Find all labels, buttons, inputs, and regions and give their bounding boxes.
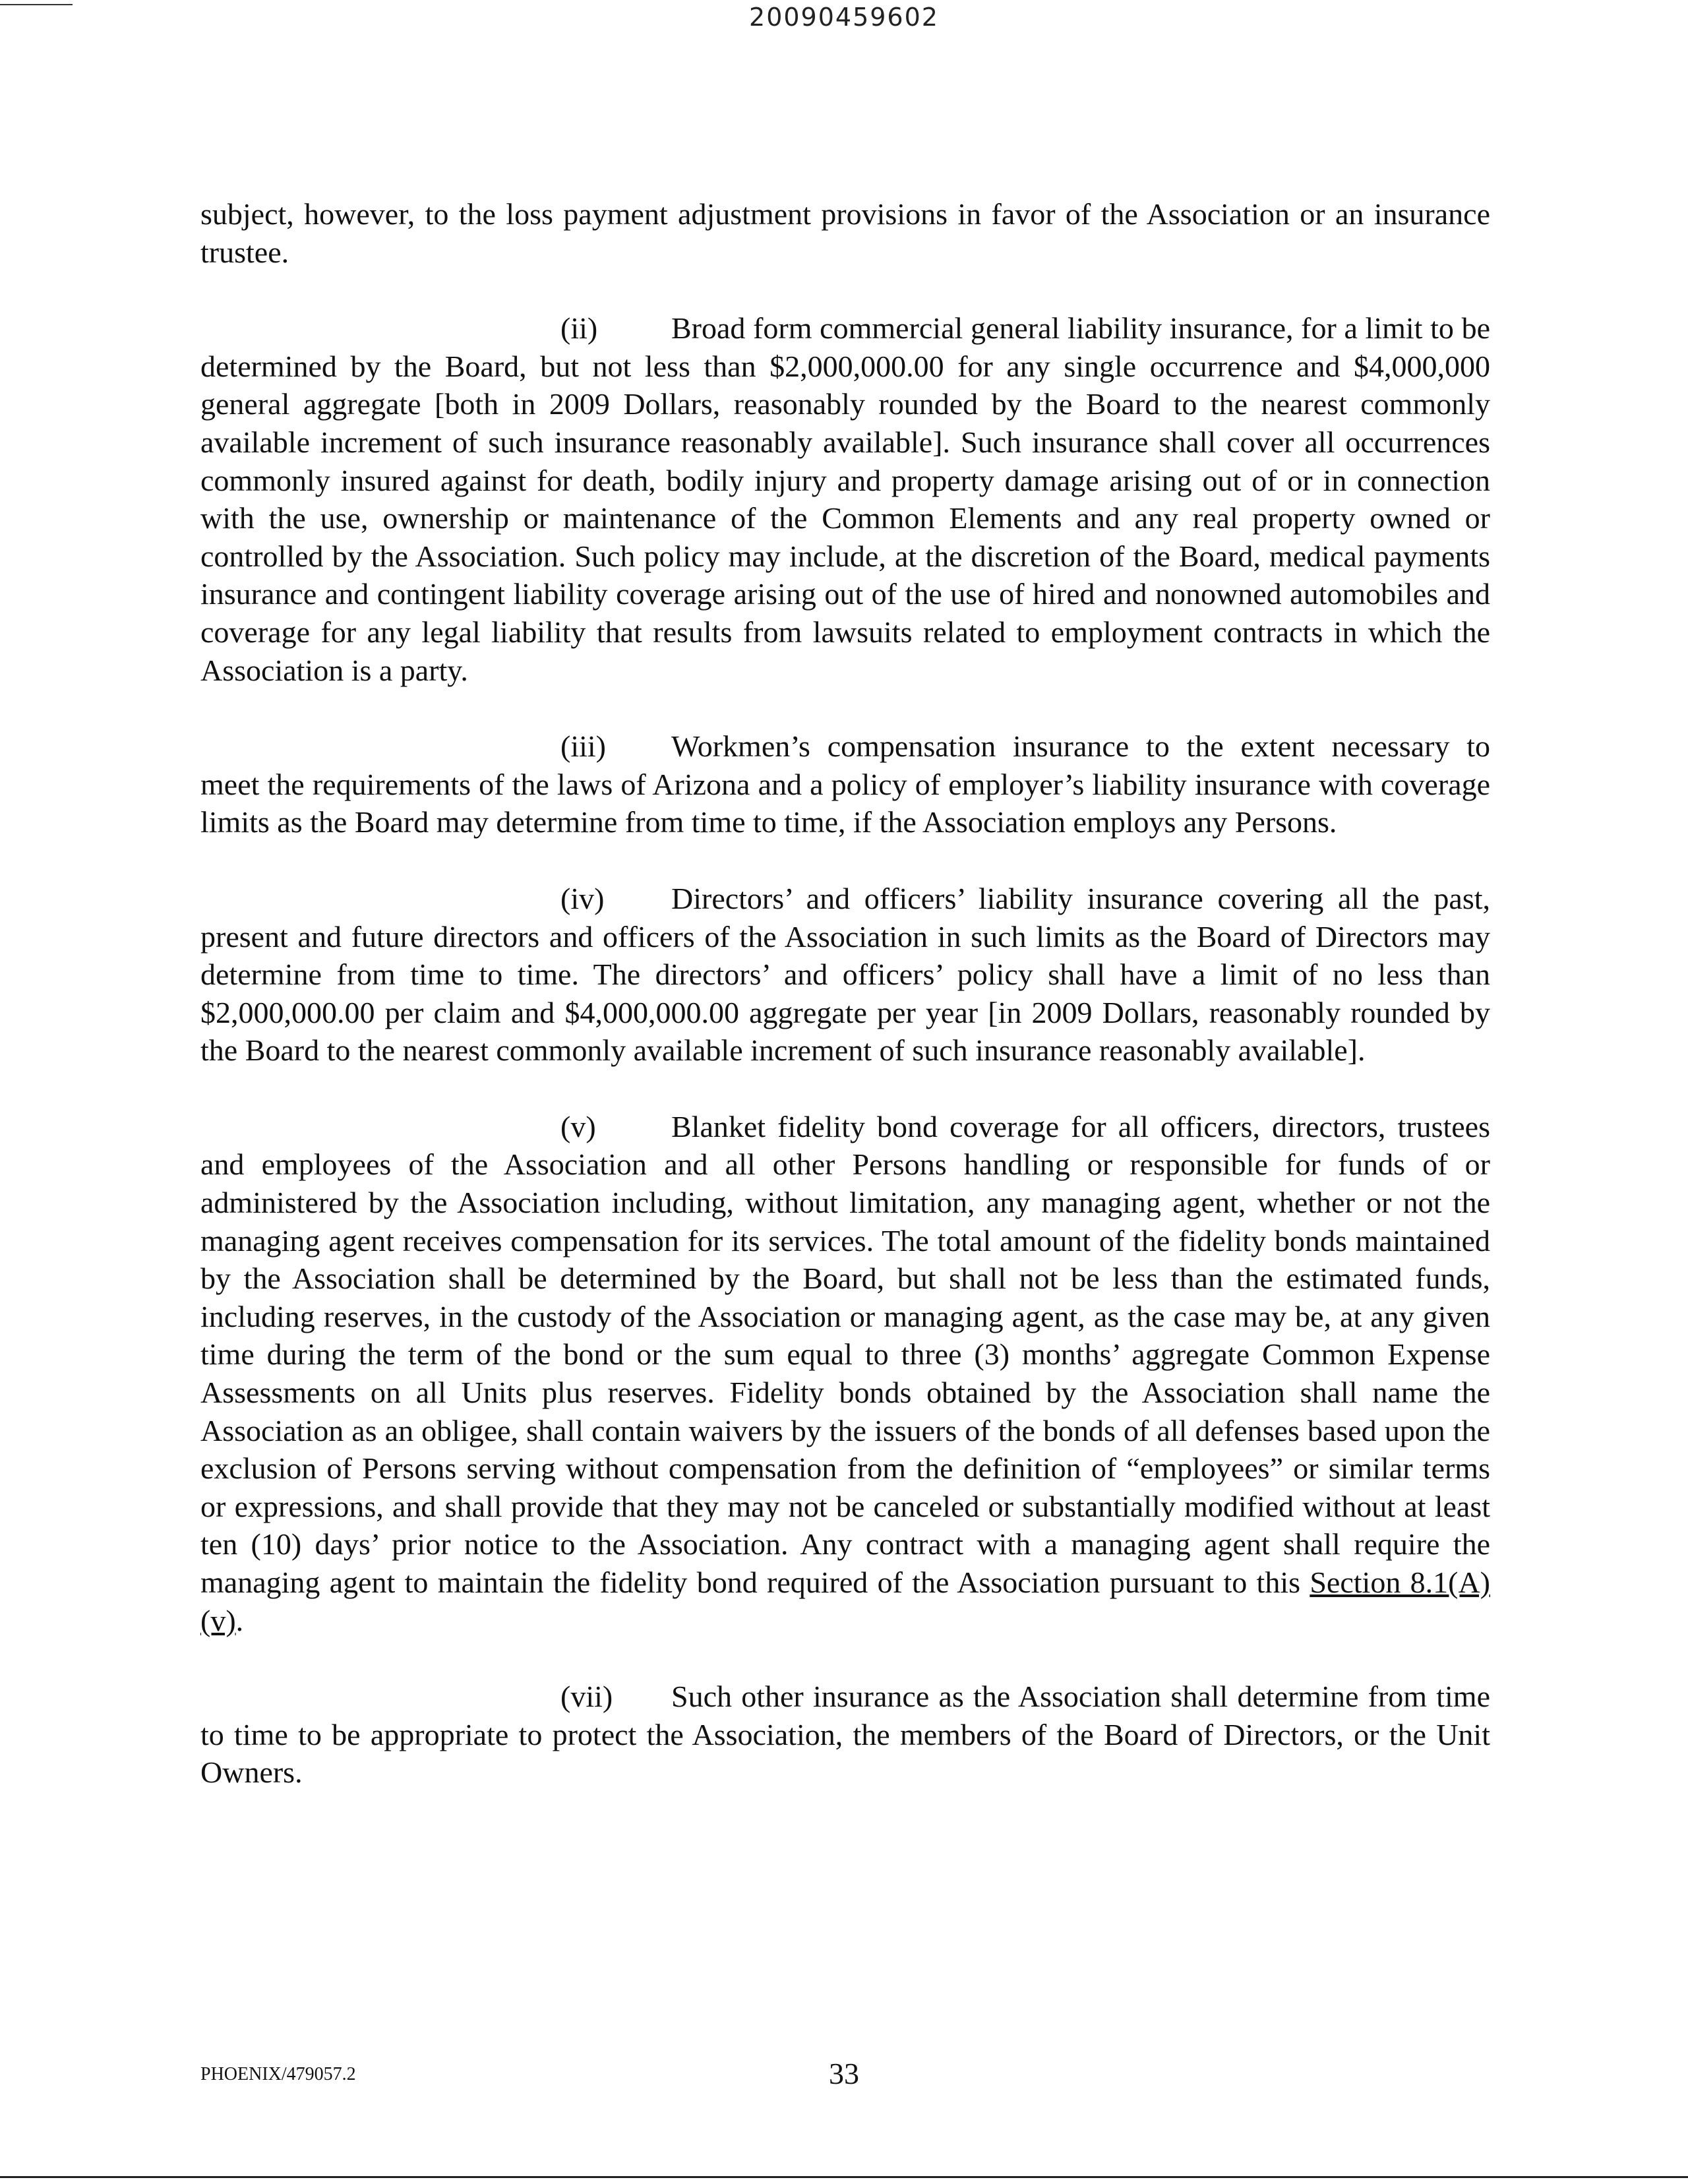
paragraph-iii <box>200 727 1490 841</box>
paragraph-ii-text: Broad form commercial general liability insurance, for a limit to be determined by the Board, but not less than $2,000,000.00 for any single occurrence and $4,000,000 general aggregate [both in 2009 Dollars, reasonably rounded by the Board to the nearest commonly available increment of such insurance reasonably available]. Such insurance shall cover all occurrences commonly insured against for death, bodily injury and property damage arising out of or in connection with the use, ownership or maintenance of the Common Elements and any real property owned or controlled by the Association. Such policy may include, at the discretion of the Board, medical payments insurance and contingent liability coverage arising out of the use of hired and nonowned automobiles and coverage for any legal liability that results from lawsuits related to employment contracts in which the Association is a party. <box>200 311 1490 687</box>
item-number-ii: (ii) <box>560 311 598 346</box>
paragraph-vii <box>200 1678 1490 1792</box>
paragraph-v-end: . <box>235 1603 244 1637</box>
paragraph-ii <box>200 309 1490 689</box>
footer-document-id: PHOENIX/479057.2 <box>200 2064 356 2084</box>
document-body <box>200 195 1490 1830</box>
document-number: 20090459602 <box>749 3 939 32</box>
item-number-v: (v) <box>560 1109 596 1143</box>
item-number-iv: (iv) <box>560 881 605 915</box>
paragraph-continuation: subject, however, to the loss payment adjustment provisions in favor of the Association or an insurance trustee. <box>200 197 1490 269</box>
section-reference: Section 8.1(A)(v) <box>200 1565 1490 1637</box>
paragraph-v <box>200 1108 1490 1639</box>
page-number: 33 <box>829 2057 859 2090</box>
paragraph-iv-text: Directors’ and officers’ liability insurance covering all the past, present and future directors and officers of the Association in such limits as the Board of Directors may determine from time to time. The directors’ and officers’ policy shall have a limit of no less than $2,000,000.00 per claim and $4,000,000.00 aggregate per year [in 2009 Dollars, reasonably rounded by the Board to the nearest commonly available increment of such insurance reasonably available]. <box>200 881 1490 1068</box>
paragraph-vii-text: Such other insurance as the Association shall determine from time to time to be appropriate to protect the Association, the members of the Board of Directors, or the Unit Owners. <box>200 1680 1490 1790</box>
item-number-vii: (vii) <box>560 1680 613 1714</box>
item-number-iii: (iii) <box>560 729 606 764</box>
paragraph-iv <box>200 880 1490 1070</box>
paragraph-v-text: Blanket fidelity bond coverage for all officers, directors, trustees and employees of the Association and all other Persons handling or responsible for funds of or administered by the Association including, without limitation, any managing agent, whether or not the managing agent receives compensation for its services. The total amount of the fidelity bonds maintained by the Association shall be determined by the Board, but shall not be less than the estimated funds, including reserves, in the custody of the Association or managing agent, as the case may be, at any given time during the term of the bond or the sum equal to three (3) months’ aggregate Common Expense Assessments on all Units plus reserves. Fidelity bonds obtained by the Association shall name the Association as an obligee, shall contain waivers by the issuers of the bonds of all defenses based upon the exclusion of Persons serving without compensation from the definition of “employees” or similar terms or expressions, and shall provide that they may not be canceled or substantially modified without at least ten (10) days’ prior notice to the Association. Any contract with a managing agent shall require the managing agent to maintain the fidelity bond required of the Association pursuant to this <box>200 1109 1490 1599</box>
bottom-rule <box>0 2176 1688 2178</box>
paragraph-iii-text: Workmen’s compensation insurance to the extent necessary to meet the requirements of the laws of Arizona and a policy of employer’s liability insurance with coverage limits as the Board may determine from time to time, if the Association employs any Persons. <box>200 729 1490 839</box>
